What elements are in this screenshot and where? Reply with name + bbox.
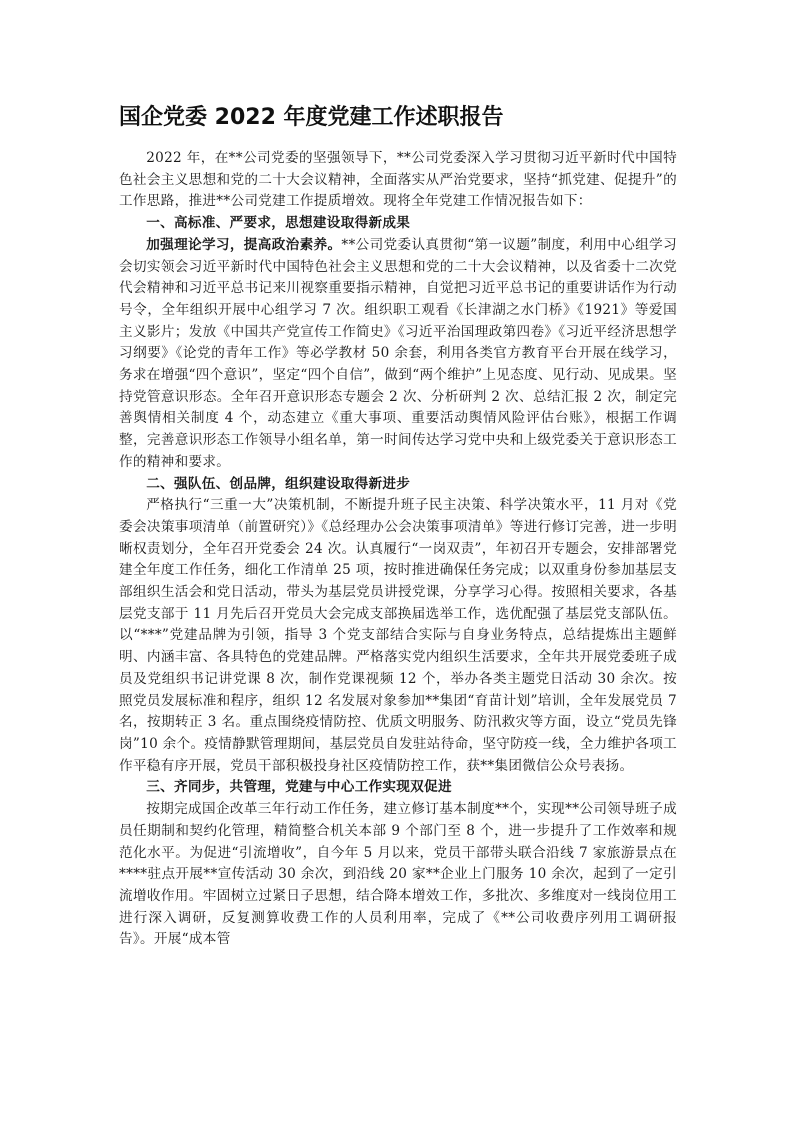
intro-paragraph: 2022 年，在**公司党委的坚强领导下，**公司党委深入学习贯彻习近平新时代中国特色社会主义思想和党的二十大会议精神，全面落实从严治党要求，坚持“抓党建、促提升”的工作思路，推进**公司党建工作提质增效。现将全年党建工作情况报告如下： bbox=[119, 150, 677, 210]
section-3-heading: 三、齐同步，共管理，党建与中心工作实现双促进 bbox=[146, 779, 452, 796]
section-2-heading: 二、强队伍、创品牌，组织建设取得新进步 bbox=[146, 475, 411, 492]
section-1-heading: 一、高标准、严要求，思想建设取得新成果 bbox=[146, 215, 411, 232]
section-2-paragraph: 严格执行“三重一大”决策机制，不断提升班子民主决策、科学决策水平，11 月对《党委会决策事项清单（前置研究）》《总经理办公会决策事项清单》等进行修订完善，进一步明晰权责划分，全年召开党委会 24 次。认真履行“一岗双责”，年初召开专题会，安排部署党建全年度工作任务，细化工作清单 25 项，按时推进确保任务完成；以双重身份参加基层支部组织生活会和党日活动，带头为基层党员讲授党课，分享学习心得。按照相关要求，各基层党支部于 11 月先后召开党员大会完成支部换届选举工作，选优配强了基层党支部队伍。以“***”党建品牌为引领，指导 3 个党支部结合实际与自身业务特点，总结提炼出主题鲜明、内涵丰富、各具特色的党建品牌。严格落实党内组织生活要求，全年共开展党委班子成员及党组织书记讲党课 8 次，制作党课视频 12 个，举办各类主题党日活动 30 余次。按照党员发展标准和程序，组织 12 名发展对象参加**集团“育苗计划”培训，全年发展党员 7 名，按期转正 3 名。重点围绕疫情防控、优质文明服务、防汛救灾等方面，设立“党员先锋岗”10 余个。疫情静默管理期间，基层党员自发驻站待命，坚守防疫一线，全力维护各项工作平稳有序开展，党员干部积极投身社区疫情防控工作，获**集团微信公众号表扬。 bbox=[119, 497, 677, 774]
section-1-lead: 加强理论学习，提高政治素养。 bbox=[146, 236, 342, 253]
document-body bbox=[119, 148, 677, 951]
document-title: 国企党委 2022 年度党建工作述职报告 bbox=[119, 105, 504, 130]
section-1-paragraph bbox=[119, 235, 677, 474]
section-3-paragraph: 按期完成国企改革三年行动工作任务，建立修订基本制度**个，实现**公司领导班子成员任期制和契约化管理，精简整合机关本部 9 个部门至 8 个，进一步提升了工作效率和规范化水平。为促进“引流增收”，自今年 5 月以来，党员干部带头联合沿线 7 家旅游景点在****驻点开展**宣传活动 30 余次，到沿线 20 家**企业上门服务 10 余次，起到了一定引流增收作用。牢固树立过紧日子思想，结合降本增效工作，多批次、多维度对一线岗位用工进行深入调研，反复测算收费工作的人员利用率，完成了《**公司收费序列用工调研报告》。开展“成本管 bbox=[119, 801, 677, 948]
section-1-text: **公司党委认真贯彻“第一议题”制度，利用中心组学习会切实领会习近平新时代中国特色社会主义思想和党的二十大会议精神，以及省委十二次党代会精神和习近平总书记来川视察重要指示精神，自觉把习近平总书记的重要讲话作为行动号令，全年组织开展中心组学习 7 次。组织职工观看《长津湖之水门桥》《1921》等爱国主义影片；发放《中国共产党宣传工作简史》《习近平治国理政第四卷》《习近平经济思想学习纲要》《论党的青年工作》等必学教材 50 余套，利用各类官方教育平台开展在线学习，务求在增强“四个意识”，坚定“四个自信”，做到“两个维护”上见态度、见行动、见成果。坚持党管意识形态。全年召开意识形态专题会 2 次、分析研判 2 次、总结汇报 2 次，制定完善舆情相关制度 4 个，动态建立《重大事项、重要活动舆情风险评估台账》，根据工作调整，完善意识形态工作领导小组名单，第一时间传达学习党中央和上级党委关于意识形态工作的精神和要求。 bbox=[119, 236, 677, 470]
